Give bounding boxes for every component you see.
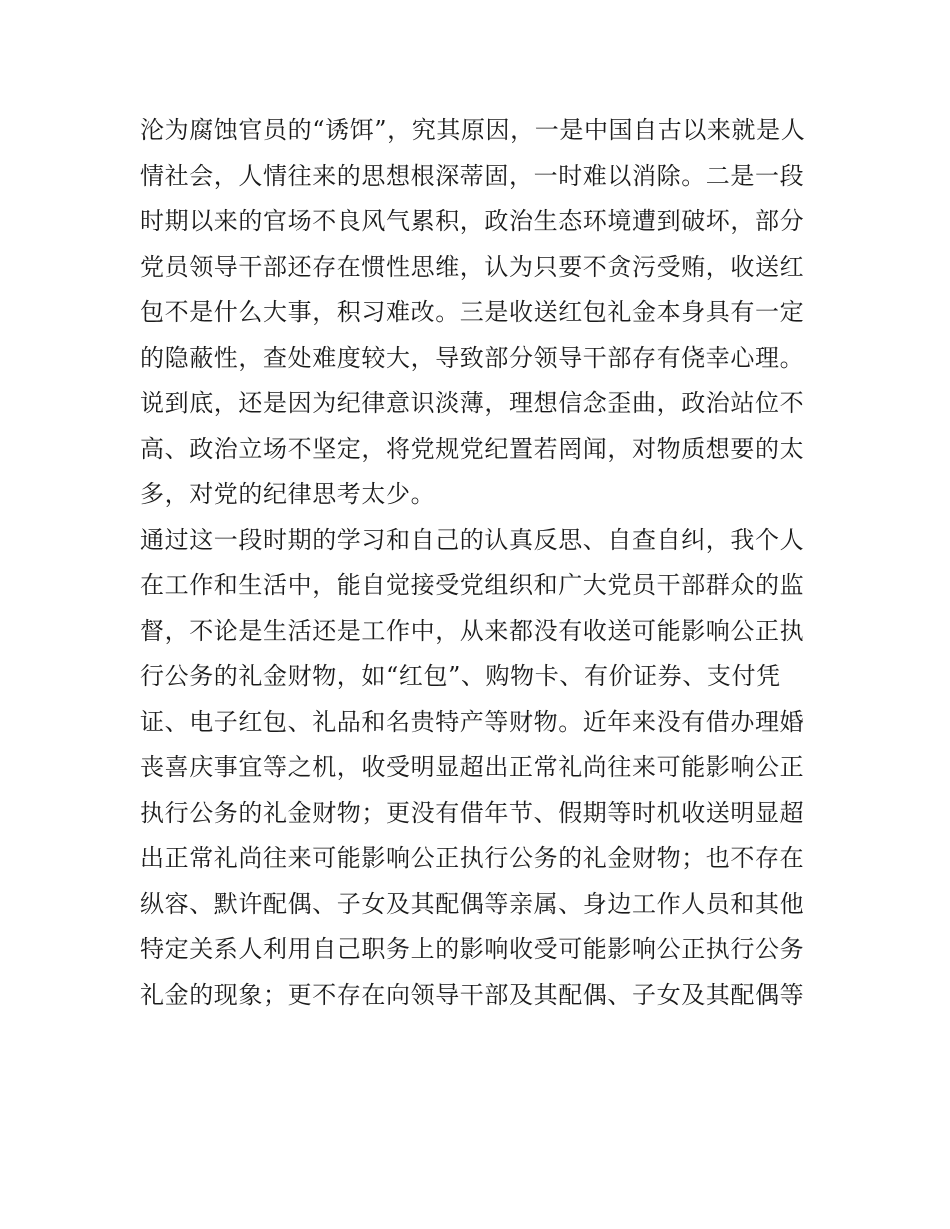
text-line: 通过这一段时期的学习和自己的认真反思、自查自纠，我个人 [140,525,805,554]
text-line: 丧喜庆事宜等之机，收受明显超出正常礼尚往来可能影响公正 [140,753,805,781]
body-text [140,108,820,1018]
text-line: 纵容、默许配偶、子女及其配偶等亲属、身边工作人员和其他 [140,889,805,918]
text-line: 情社会，人情往来的思想根深蒂固，一时难以消除。二是一段 [140,161,805,190]
text-line: 出正常礼尚往来可能影响公正执行公务的礼金财物；也不存在 [140,844,805,872]
text-line: 行公务的礼金财物，如“红包”、购物卡、有价证券、支付凭 [140,662,781,690]
text-line: 说到底，还是因为纪律意识淡薄，理想信念歪曲，政治站位不 [140,389,805,417]
text-line: 沦为腐蚀官员的“诱饵”，究其原因，一是中国自古以来就是人 [140,116,806,144]
text-line: 包不是什么大事，积习难改。三是收送红包礼金本身具有一定 [140,298,805,326]
text-line: 高、政治立场不坚定，将党规党纪置若罔闻，对物质想要的太 [140,434,805,463]
text-line: 督，不论是生活还是工作中，从来都没有收送可能影响公正执 [140,616,805,645]
text-line: 执行公务的礼金财物；更没有借年节、假期等时机收送明显超 [140,798,805,827]
text-line: 时期以来的官场不良风气累积，政治生态环境遭到破坏，部分 [140,207,805,235]
text-line: 在工作和生活中，能自觉接受党组织和广大党员干部群众的监 [140,571,805,599]
text-line: 的隐蔽性，查处难度较大，导致部分领导干部存有侥幸心理。 [140,343,805,372]
text-line: 党员领导干部还存在惯性思维，认为只要不贪污受贿，收送红 [140,252,805,281]
text-line: 礼金的现象；更不存在向领导干部及其配偶、子女及其配偶等 [140,980,805,1009]
text-line: 证、电子红包、礼品和名贵特产等财物。近年来没有借办理婚 [140,707,805,736]
text-line: 特定关系人利用自己职务上的影响收受可能影响公正执行公务 [140,935,805,963]
text-line: 多，对党的纪律思考太少。 [140,480,436,508]
